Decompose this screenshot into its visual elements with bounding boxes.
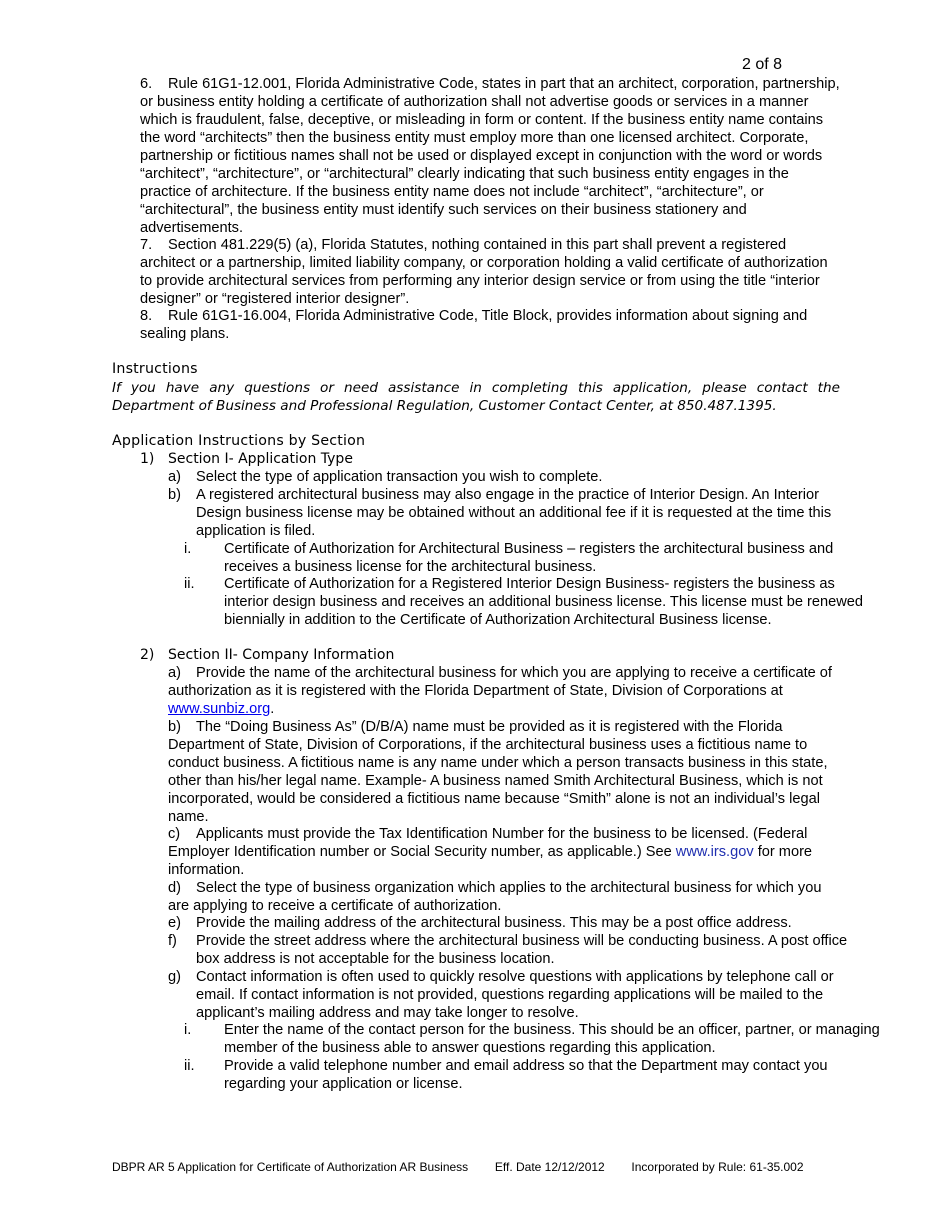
section-2-item-g-ii-number: ii. xyxy=(184,1058,195,1074)
section-1-number: 1) xyxy=(140,451,155,467)
section-1-item-b-ii xyxy=(184,575,880,629)
page-number: 2 of 8 xyxy=(741,56,782,73)
section-1-heading xyxy=(140,450,353,468)
rule-8-paragraph xyxy=(140,307,840,343)
section-2-item-g-i-text: Enter the name of the contact person for the business. This should be an officer, partner, or managing member of the business able to answer questions regarding this application. xyxy=(224,1022,880,1056)
section-2-item-g-letter: g) xyxy=(168,969,181,985)
rule-6-paragraph xyxy=(140,75,840,237)
sunbiz-link[interactable]: www.sunbiz.org xyxy=(168,701,271,717)
section-2-item-b-letter: b) xyxy=(168,719,181,735)
rule-7-paragraph xyxy=(140,236,840,308)
section-1-title: Section I- Application Type xyxy=(168,451,353,467)
section-2-item-f-letter: f) xyxy=(168,933,177,949)
rule-7-number: 7. xyxy=(140,237,153,253)
section-2-item-f-text: Provide the street address where the architectural business will be conducting business. A post office box address is not acceptable for the business location. xyxy=(196,933,848,967)
section-1-item-b-i-text: Certificate of Authorization for Architectural Business – registers the architectural business and receives a business license for the architectural business. xyxy=(224,541,834,575)
footer-rule: Incorporated by Rule: 61-35.002 xyxy=(631,1160,804,1174)
section-2-item-a xyxy=(168,664,840,718)
section-2-item-g-text: Contact information is often used to quickly resolve questions with applications by telephone call or email. If contact information is not provided, questions regarding applications will be mailed to the applicant’s mailing address and may take longer to resolve. xyxy=(196,969,834,1021)
section-1-item-b xyxy=(168,486,868,540)
page-footer xyxy=(112,1158,804,1176)
section-2-number: 2) xyxy=(140,647,155,663)
section-2-item-g xyxy=(168,968,868,1022)
section-2-item-c xyxy=(168,825,840,879)
section-1-item-b-i-number: i. xyxy=(184,541,192,557)
section-2-item-e xyxy=(168,914,868,932)
section-2-item-e-text: Provide the mailing address of the architectural business. This may be a post office address. xyxy=(196,915,792,931)
section-2-item-a-text: Provide the name of the architectural business for which you are applying to receive a certificate of authorization as it is registered with the Florida Department of State, Division of Corporations at xyxy=(168,665,832,699)
section-2-item-c-letter: c) xyxy=(168,826,181,842)
rule-7-text: Section 481.229(5) (a), Florida Statutes, nothing contained in this part shall prevent a registered architect or a partnership, limited liability company, or corporation holding a valid certificate of authorization to provide architectural services from performing any interior design service or from using the title “interior designer” or “registered interior designer”. xyxy=(140,237,828,307)
section-1-item-b-letter: b) xyxy=(168,487,181,503)
section-2-item-a-letter: a) xyxy=(168,665,181,681)
section-2-item-g-ii xyxy=(184,1057,880,1093)
rule-8-number: 8. xyxy=(140,308,153,324)
section-1-item-b-i xyxy=(184,540,880,576)
section-2-item-g-i xyxy=(184,1021,880,1057)
footer-effective-date: Eff. Date 12/12/2012 xyxy=(494,1160,605,1174)
section-2-item-g-i-number: i. xyxy=(184,1022,192,1038)
instructions-contact-text: If you have any questions or need assistance in completing this application, please contact the Department of Business and Professional Regulation, Customer Contact Center, at 850.487.1395. xyxy=(112,380,840,414)
footer-form-name: DBPR AR 5 Application for Certificate of Authorization AR Business xyxy=(112,1160,469,1174)
section-1-item-a-text: Select the type of application transaction you wish to complete. xyxy=(196,469,603,485)
section-2-item-g-ii-text: Provide a valid telephone number and email address so that the Department may contact you regarding your application or license. xyxy=(224,1058,828,1092)
rule-8-text: Rule 61G1-16.004, Florida Administrative Code, Title Block, provides information about signing and sealing plans. xyxy=(140,308,808,342)
instructions-heading: Instructions xyxy=(112,361,198,377)
section-2-item-e-letter: e) xyxy=(168,915,181,931)
section-1-item-b-ii-number: ii. xyxy=(184,576,195,592)
section-2-item-c-text: Applicants must provide the Tax Identification Number for the business to be licensed. (Federal Employer Identification number or Social Security number, as applicable.) See xyxy=(168,826,808,860)
section-2-item-d-letter: d) xyxy=(168,880,181,896)
section-2-heading xyxy=(140,646,394,664)
section-2-title: Section II- Company Information xyxy=(168,647,395,663)
rule-6-number: 6. xyxy=(140,76,153,92)
section-2-item-c-end: for more information. xyxy=(168,844,813,878)
section-2-item-b xyxy=(168,718,840,826)
section-2-item-f xyxy=(168,932,868,968)
section-2-item-d-text: Select the type of business organization which applies to the architectural business for which you are applying to receive a certificate of authorization. xyxy=(168,880,822,914)
irs-link[interactable]: www.irs.gov xyxy=(675,844,754,860)
rule-6-text: Rule 61G1-12.001, Florida Administrative Code, states in part that an architect, corporation, partnership, or business entity holding a certificate of authorization shall not advertise goods or services in a manner which is fraudulent, false, deceptive, or misleading in form or content. If the business entity name contains the word “architects” then the business entity must employ more than one licensed architect. Corporate, partnership or fictitious names shall not be used or displayed except in conjunction with the word or words “architect”, “architecture”, or “architectural” clearly indicating that such business entity engages in the practice of architecture. If the business entity name does not include “architect”, “architecture”, or “architectural”, the business entity must identify such services on their business stationery and advertisements. xyxy=(140,76,840,236)
section-2-item-d xyxy=(168,879,840,915)
section-1-item-b-ii-text: Certificate of Authorization for a Registered Interior Design Business- registers the business as interior design business and receives an additional business license. This license must be renewed biennially in addition to the Certificate of Authorization Architectural Business license. xyxy=(224,576,863,628)
section-instructions-heading: Application Instructions by Section xyxy=(112,433,366,449)
section-1-item-b-text: A registered architectural business may also engage in the practice of Interior Design. An Interior Design business license may be obtained without an additional fee if it is requested at the time this application is filed. xyxy=(196,487,832,539)
section-1-item-a xyxy=(168,468,868,486)
section-1-item-a-letter: a) xyxy=(168,469,181,485)
section-2-item-a-end: . xyxy=(270,701,275,717)
section-2-item-b-text: The “Doing Business As” (D/B/A) name must be provided as it is registered with the Florida Department of State, Division of Corporations, if the architectural business uses a fictitious name to conduct business. A fictitious name is any name under which a person transacts business in this state, other than his/her legal name. Example- A business named Smith Architectural Business, which is not incorporated, would be considered a fictitious name because “Smith” alone is not an individual’s legal name. xyxy=(168,719,828,825)
